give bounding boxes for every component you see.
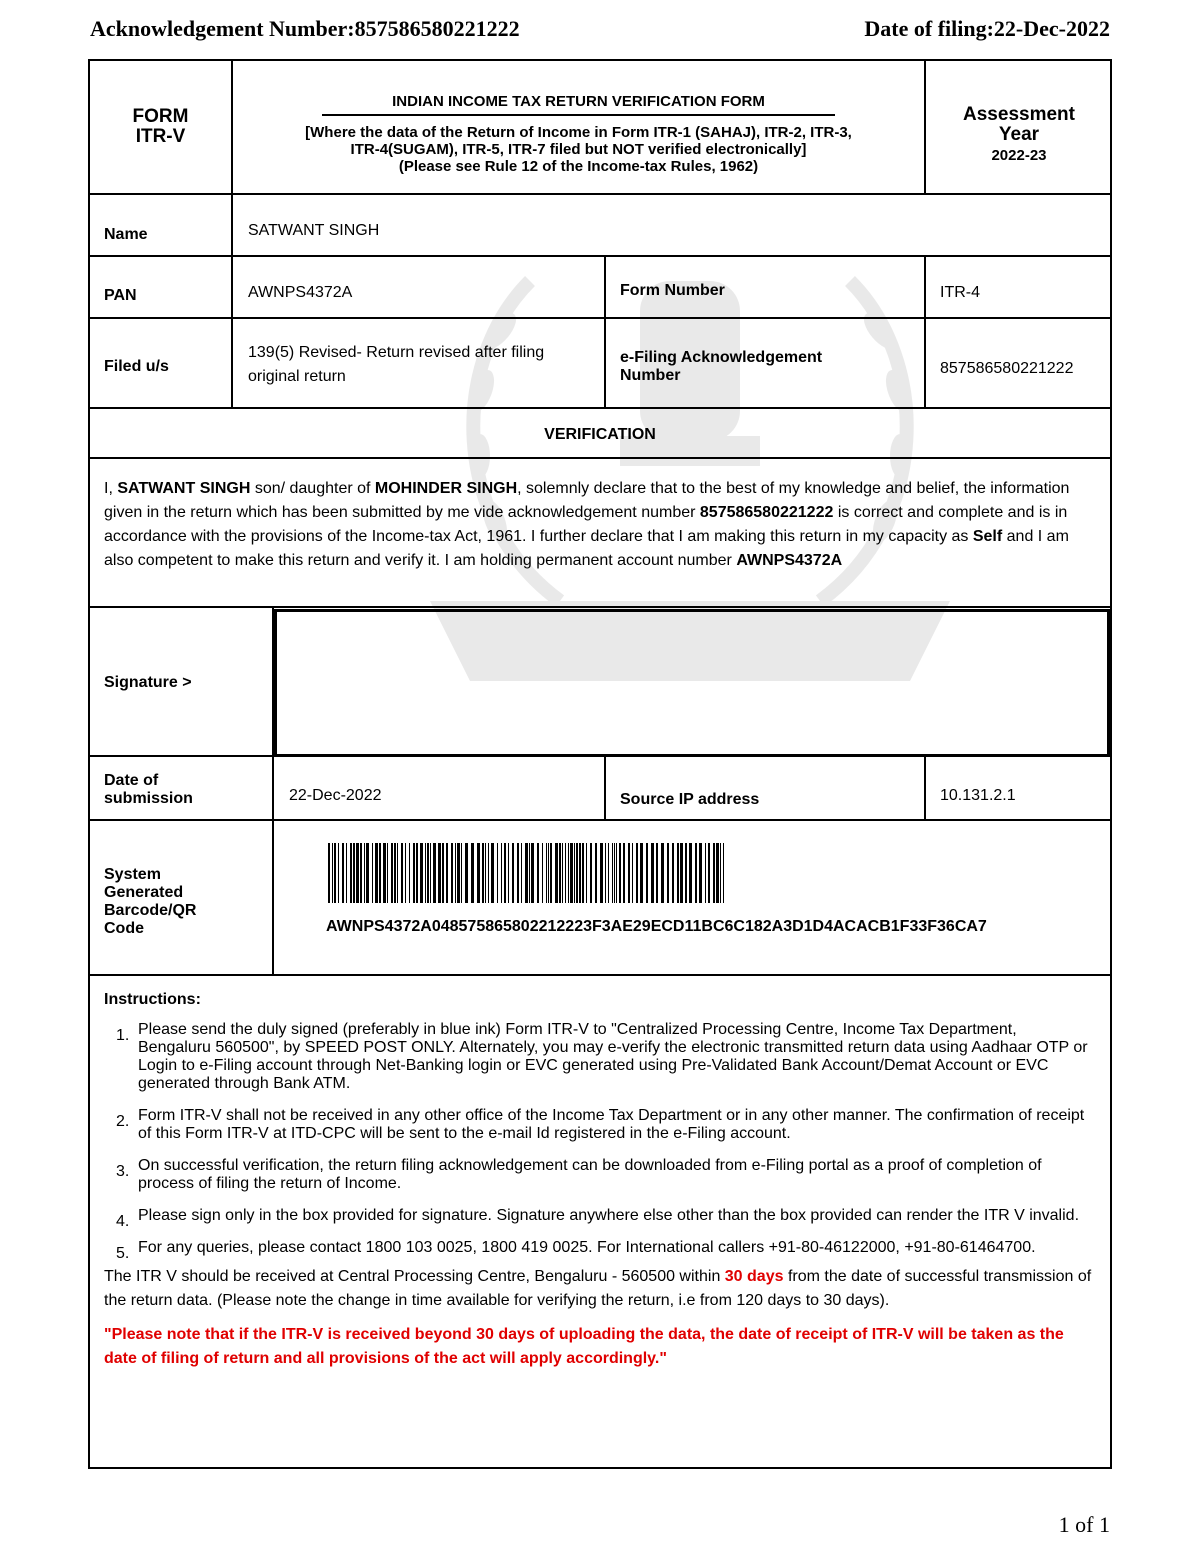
barcode-bar (576, 843, 578, 903)
barcode-bar (332, 843, 333, 903)
instruction-item (104, 1021, 1094, 1093)
barcode-bar (430, 843, 431, 903)
barcode-bar (497, 843, 498, 903)
barcode-bar (504, 843, 506, 903)
barcode-bar (600, 843, 603, 903)
barcode-bar (605, 843, 606, 903)
form-title: INDIAN INCOME TAX RETURN VERIFICATION FORM (322, 93, 835, 116)
decl-text-4: is correct and complete and is in accordance with the provisions of the Income-tax Act, 1961. I further declare that I am making this return in my capacity as (104, 504, 1068, 545)
decl-ack-number: 857586580221222 (699, 504, 834, 521)
barcode-bar (636, 843, 638, 903)
warning-note: "Please note that if the ITR-V is received beyond 30 days of uploading the data, the date of receipt of ITR-V will be taken as the date of filing of return and all provisions of the act will apply accordingly." (104, 1326, 1064, 1367)
barcode-bar (328, 843, 330, 903)
decl-father-name: MOHINDER SINGH (374, 480, 518, 497)
barcode-bar (619, 843, 621, 903)
barcode-bar (379, 843, 381, 903)
date-of-filing-value: 22-Dec-2022 (993, 16, 1110, 41)
filed-us-label: Filed u/s (104, 358, 169, 375)
note-days: 30 days (724, 1268, 784, 1285)
barcode-bar (559, 843, 561, 903)
barcode-bar (433, 843, 436, 903)
efiling-ack-label-line2: Number (620, 367, 681, 384)
barcode-bar (699, 843, 702, 903)
instruction-text: Form ITR-V shall not be received in any other office of the Income Tax Department or in any other manner. The confirmation of receipt of this Form ITR-V at ITD-CPC will be sent to the e-mail Id registered in the e-Filing account. (138, 1107, 1085, 1142)
name-value: SATWANT SINGH (248, 222, 380, 239)
efiling-ack-label (620, 349, 822, 385)
barcode-bar (372, 843, 373, 903)
barcode-bar (334, 843, 336, 903)
form-title-block (233, 61, 924, 193)
instructions-note (104, 1265, 1094, 1313)
barcode-bar (356, 843, 359, 903)
barcode-bar (360, 843, 362, 903)
barcode-bar (646, 843, 648, 903)
barcode-bar (586, 843, 587, 903)
barcode-bar (482, 843, 484, 903)
barcode-bar (366, 843, 369, 903)
barcode-bar (391, 843, 393, 903)
barcode-bar (420, 843, 423, 903)
instruction-text: Please send the duly signed (preferably in blue ink) Form ITR-V to "Centralized Processing Centre, Income Tax Department, Bengaluru 560500", by SPEED POST ONLY. Alternately, you may e-verify the electronic transmitted return data using Aadhaar OTP or Login to e-Filing account through Net-Banking login or EVC generated using Pre-Validated Bank Account/Demat Account or EVC generated through Bank ATM. (138, 1021, 1088, 1092)
barcode-bar (550, 843, 552, 903)
barcode-bar (614, 843, 615, 903)
instruction-number: 3. (116, 1163, 130, 1180)
efiling-ack-label-line1: e-Filing Acknowledgement (620, 349, 823, 366)
barcode-bar (595, 843, 597, 903)
instructions-section (104, 991, 1094, 1371)
barcode-bar (394, 843, 396, 903)
barcode-bar (521, 843, 522, 903)
barcode-bar (616, 843, 617, 903)
barcode-bar (338, 843, 339, 903)
barcode-bar (451, 843, 453, 903)
efiling-ack-value: 857586580221222 (940, 360, 1074, 377)
barcode-label-line4: Code (104, 920, 144, 937)
barcode-bar (508, 843, 509, 903)
barcode-label-line2: Generated (104, 884, 184, 901)
barcode-bar (438, 843, 441, 903)
decl-name: SATWANT SINGH (117, 480, 251, 497)
barcode-bar (685, 843, 687, 903)
barcode-bar (562, 843, 563, 903)
barcode-bar (608, 843, 609, 903)
barcode-bar (565, 843, 566, 903)
barcode-bar (364, 843, 365, 903)
barcode-bar (582, 843, 584, 903)
barcode-bar (485, 843, 486, 903)
barcode-bar (677, 843, 679, 903)
barcode-bar (442, 843, 444, 903)
barcode-bar (512, 843, 514, 903)
barcode-bar (342, 843, 344, 903)
form-itr-v-label (90, 61, 231, 193)
source-ip-value: 10.131.2.1 (940, 787, 1016, 804)
name-label: Name (104, 226, 148, 243)
form-label-line1: FORM (132, 106, 189, 127)
barcode-bar (568, 843, 569, 903)
filed-us-value-line2: original return (248, 368, 346, 385)
ack-label: Acknowledgement Number: (90, 16, 355, 41)
form-subtitle-line3: (Please see Rule 12 of the Income-tax Rules, 1962) (398, 158, 759, 175)
barcode-bar (537, 843, 539, 903)
barcode-bar (672, 843, 674, 903)
signature-label: Signature > (104, 674, 192, 691)
date-of-filing-header (864, 16, 1110, 42)
instructions-list (104, 1021, 1094, 1262)
barcode-bar (401, 843, 403, 903)
barcode-bar (387, 843, 388, 903)
barcode-bar (425, 843, 426, 903)
barcode-bar (542, 843, 543, 903)
decl-text-3: , solemnly declare that to the best of my knowledge and belief, the information given in the return which has been submitted by me vide acknowledgement number (104, 480, 1070, 521)
form-number-value: ITR-4 (940, 284, 980, 301)
instruction-text: On successful verification, the return filing acknowledgement can be downloaded from e-Filing portal as a proof of completion of process of filing the return of Income. (138, 1157, 1042, 1192)
barcode-bar (612, 843, 613, 903)
barcode-bar (689, 843, 692, 903)
barcode-bar (723, 843, 724, 903)
barcode-bar (346, 843, 347, 903)
date-of-submission-value: 22-Dec-2022 (289, 787, 382, 804)
barcode-bar (570, 843, 573, 903)
instructions-heading: Instructions: (104, 991, 201, 1008)
barcode-label (104, 866, 196, 938)
assessment-year-block (926, 61, 1112, 193)
barcode-bar (531, 843, 534, 903)
decl-text-5: and I am also competent to make this return and verify it. I am holding permanent account number (104, 528, 1069, 569)
filed-us-value (248, 341, 544, 389)
assessment-year-label-line2: Year (998, 124, 1040, 145)
barcode-bar (713, 843, 715, 903)
instruction-number: 1. (116, 1027, 130, 1044)
instruction-text: Please sign only in the box provided for signature. Signature anywhere else other than the box provided can render the ITR V invalid. (138, 1207, 1080, 1224)
filed-us-value-line1: 139(5) Revised- Return revised after filing (248, 344, 545, 361)
barcode-bar (427, 843, 429, 903)
barcode-bar (555, 843, 558, 903)
barcode-bar (383, 843, 386, 903)
barcode-bar (491, 843, 494, 903)
barcode-bar (405, 843, 406, 903)
barcode-bar (471, 843, 474, 903)
barcode-bar (590, 843, 592, 903)
instruction-number: 4. (116, 1213, 130, 1230)
barcode-bar (461, 843, 462, 903)
ack-number: 857586580221222 (354, 16, 520, 41)
barcode-label-line3: Barcode/QR (104, 902, 197, 919)
note-text-2: from the date of successful transmission of the return data. (Please note the change in time available for verifying the return, i.e from 120 days to 30 days). (104, 1268, 1092, 1309)
date-of-submission-label (104, 772, 193, 808)
barcode-bar (548, 843, 549, 903)
barcode-bar (465, 843, 468, 903)
instruction-number: 5. (116, 1245, 130, 1262)
barcode-bar (708, 843, 710, 903)
decl-pan: AWNPS4372A (736, 552, 843, 569)
decl-text-2: son/ daughter of (250, 480, 375, 497)
barcode-bar (477, 843, 480, 903)
barcode-bar (656, 843, 658, 903)
barcode-bar (574, 843, 575, 903)
form-number-label: Form Number (620, 282, 725, 299)
itr-v-form (88, 59, 1112, 1469)
barcode-bar (661, 843, 664, 903)
note-text-1: The ITR V should be received at Central Processing Centre, Bengaluru - 560500 within (104, 1268, 725, 1285)
instruction-item (104, 1239, 1094, 1262)
instruction-item (104, 1207, 1094, 1230)
date-of-submission-label-line2: submission (104, 790, 193, 807)
barcode-bar (525, 843, 528, 903)
barcode-bar (446, 843, 448, 903)
barcode-bar (628, 843, 630, 903)
verification-declaration (104, 477, 1094, 573)
barcode-label-line1: System (104, 866, 161, 883)
decl-text-1: I, (104, 480, 118, 497)
barcode-bar (720, 843, 721, 903)
instruction-number: 2. (116, 1113, 130, 1130)
barcode-bar (705, 843, 706, 903)
barcode-bar (517, 843, 519, 903)
page-number: 1 of 1 (1058, 1512, 1110, 1537)
instruction-item (104, 1157, 1094, 1193)
barcode-bar (353, 843, 355, 903)
barcode-bar (640, 843, 643, 903)
barcode-bar (716, 843, 719, 903)
date-of-filing-label: Date of filing: (864, 16, 994, 41)
barcode-bar (413, 843, 415, 903)
pan-value: AWNPS4372A (248, 284, 353, 301)
source-ip-label: Source IP address (620, 791, 760, 808)
barcode-bar (455, 843, 456, 903)
barcode-bar (397, 843, 398, 903)
assessment-year-value: 2022-23 (991, 147, 1047, 164)
barcode-bar (695, 843, 697, 903)
barcode-bar (350, 843, 352, 903)
instruction-text: For any queries, please contact 1800 103 0025, 1800 419 0025. For International callers +91-80-46122000, +91-80-61464700. (138, 1239, 1036, 1256)
form-label-line2: ITR-V (135, 126, 186, 147)
barcode-image (328, 843, 726, 903)
pan-label: PAN (104, 287, 137, 304)
decl-capacity: Self (972, 528, 1003, 545)
instruction-item (104, 1107, 1094, 1143)
assessment-year-label-line1: Assessment (963, 104, 1075, 125)
form-subtitle-line2: ITR-4(SUGAM), ITR-5, ITR-7 filed but NOT verified electronically] (350, 141, 807, 158)
barcode-bar (501, 843, 502, 903)
verification-heading: VERIFICATION (544, 426, 656, 443)
barcode-code-text: AWNPS4372A048575865802212223F3AE29ECD11BC6C182A3D1D4ACACB1F33F36CA7 (326, 918, 987, 935)
form-subtitle-line1: [Where the data of the Return of Income in Form ITR-1 (SAHAJ), ITR-2, ITR-3, (305, 124, 852, 141)
barcode-bar (409, 843, 410, 903)
barcode-bar (546, 843, 547, 903)
signature-box[interactable] (274, 609, 1110, 757)
barcode-bar (457, 843, 460, 903)
barcode-bar (623, 843, 625, 903)
barcode-bar (488, 843, 489, 903)
barcode-bar (632, 843, 633, 903)
barcode-bar (651, 843, 654, 903)
barcode-bar (579, 843, 581, 903)
barcode-bar (667, 843, 669, 903)
barcode-bar (680, 843, 683, 903)
barcode-bar (416, 843, 418, 903)
acknowledgement-number-header (90, 16, 520, 42)
date-of-submission-label-line1: Date of (104, 772, 159, 789)
barcode-bar (529, 843, 530, 903)
barcode-bar (375, 843, 378, 903)
